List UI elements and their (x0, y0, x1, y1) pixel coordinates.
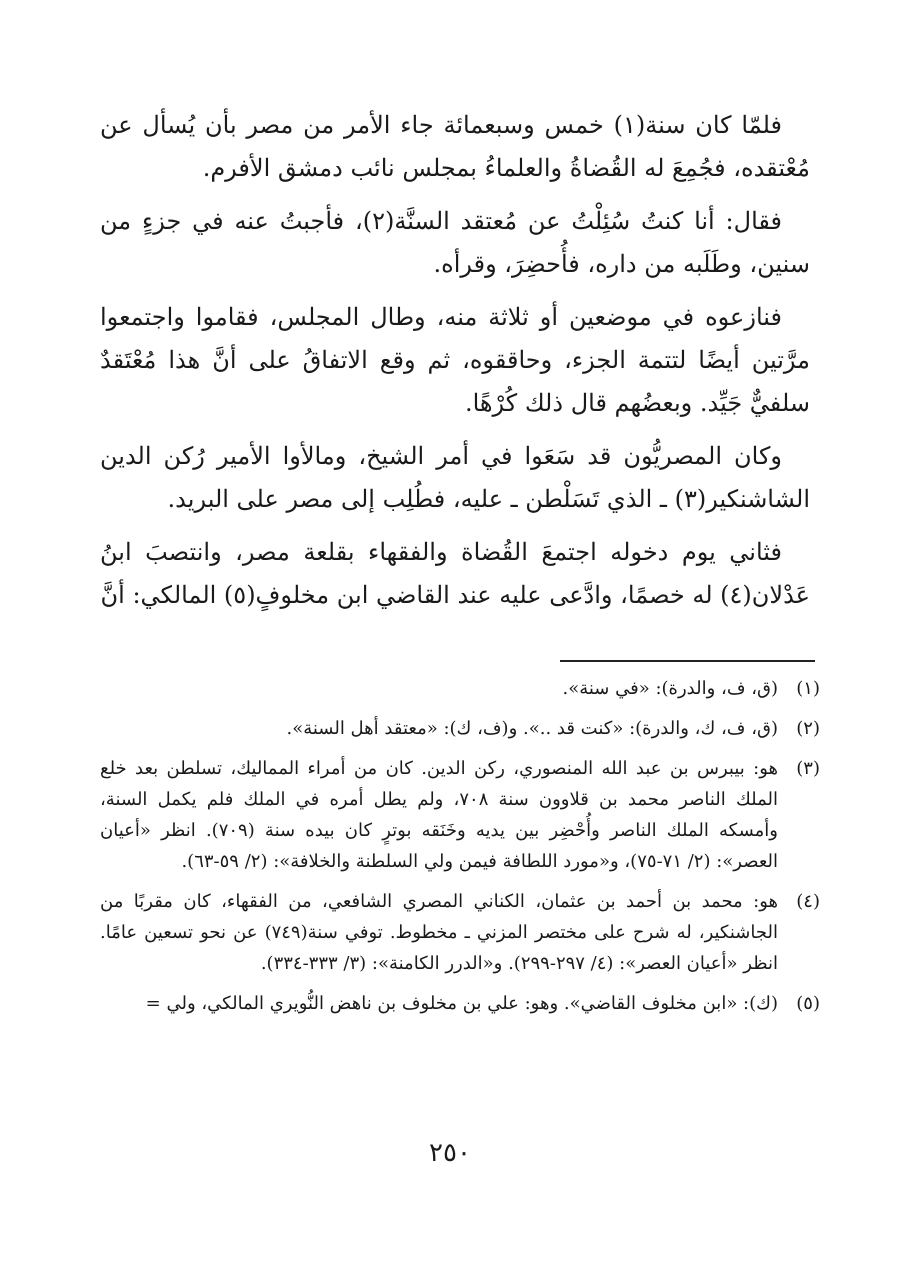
footnote-number: (٥) (796, 993, 820, 1014)
main-text-block (100, 104, 810, 617)
footnote-text: (ك): «ابن مخلوف القاضي». وهو: علي بن مخلوف بن ناهض النُّويري المالكي، ولي = (145, 993, 778, 1014)
paragraph: فثاني يوم دخوله اجتمعَ القُضاة والفقهاء بقلعة مصر، وانتصبَ ابنُ عَدْلان(٤) له خصمًا، وادَّعى عليه عند القاضي ابن مخلوفٍ(٥) المالكي: أنَّ (100, 538, 810, 609)
footnote-text: هو: محمد بن أحمد بن عثمان، الكناني المصري الشافعي، من الفقهاء، كان مقربًا من الجاشنكير، له شرح على مختصر المزني ـ مخطوط. توفي سنة(٧٤٩) عن نحو تسعين عامًا. انظر «أعيان العصر»: (٤/ ٢٩٧-٢٩٩). و«الدرر الكامنة»: (٣/ ٣٣٣-٣٣٤). (100, 891, 778, 974)
footnote-text: (ق، ف، والدرة): «في سنة». (562, 678, 778, 699)
footnotes-section (100, 673, 820, 1028)
paragraph: فلمّا كان سنة(١) خمس وسبعمائة جاء الأمر من مصر بأن يُسأل عن مُعْتقده، فجُمِعَ له القُضاةُ والعلماءُ بمجلس نائب دمشق الأفرم. (100, 111, 810, 182)
page-number: ٢٥٠ (429, 1138, 471, 1168)
footnote-3 (100, 753, 820, 877)
footnote-number: (٣) (796, 758, 820, 779)
paragraph: فنازعوه في موضعين أو ثلاثة منه، وطال المجلس، فقاموا واجتمعوا مرَّتين أيضًا لتتمة الجزء، وحاققوه، ثم وقع الاتفاقُ على أنَّ هذا مُعْتَقدٌ سلفيٌّ جَيِّد. وبعضُهم قال ذلك كُرْهًا. (100, 303, 810, 417)
footnote-1 (100, 673, 820, 704)
paragraph: وكان المصريُّون قد سَعَوا في أمر الشيخ، ومالأوا الأمير رُكن الدين الشاشنكير(٣) ـ الذي تَسَلْطن ـ عليه، فطُلِب إلى مصر على البريد. (100, 442, 810, 513)
paragraph: فقال: أنا كنتُ سُئِلْتُ عن مُعتقد السنَّة(٢)، فأجبتُ عنه في جزءٍ من سنين، وطَلَبه من داره، فأُحضِرَ، وقرأه. (100, 207, 810, 278)
footnote-divider (560, 660, 815, 662)
footnote-number: (٢) (796, 718, 820, 739)
footnote-text: هو: بيبرس بن عبد الله المنصوري، ركن الدين. كان من أمراء المماليك، تسلطن بعد خلع الملك الناصر محمد بن قلاوون سنة ٧٠٨، ولم يطل أمره في الملك فلم يكمل السنة، وأمسكه الملك الناصر وأُحْضِر بين يديه وخَنَقه بوترٍ كان بيده سنة (٧٠٩). انظر «أعيان العصر»: (٢/ ٧١-٧٥)، و«مورد اللطافة فيمن ولي السلطنة والخلافة»: (٢/ ٥٩-٦٣). (100, 758, 778, 872)
footnote-number: (٤) (796, 891, 820, 912)
footnote-text: (ق، ف، ك، والدرة): «كنت قد ..». و(ف، ك): «معتقد أهل السنة». (286, 718, 778, 739)
footnote-2 (100, 713, 820, 744)
footnote-5 (100, 988, 820, 1019)
footnote-number: (١) (796, 678, 820, 699)
footnote-4 (100, 886, 820, 979)
